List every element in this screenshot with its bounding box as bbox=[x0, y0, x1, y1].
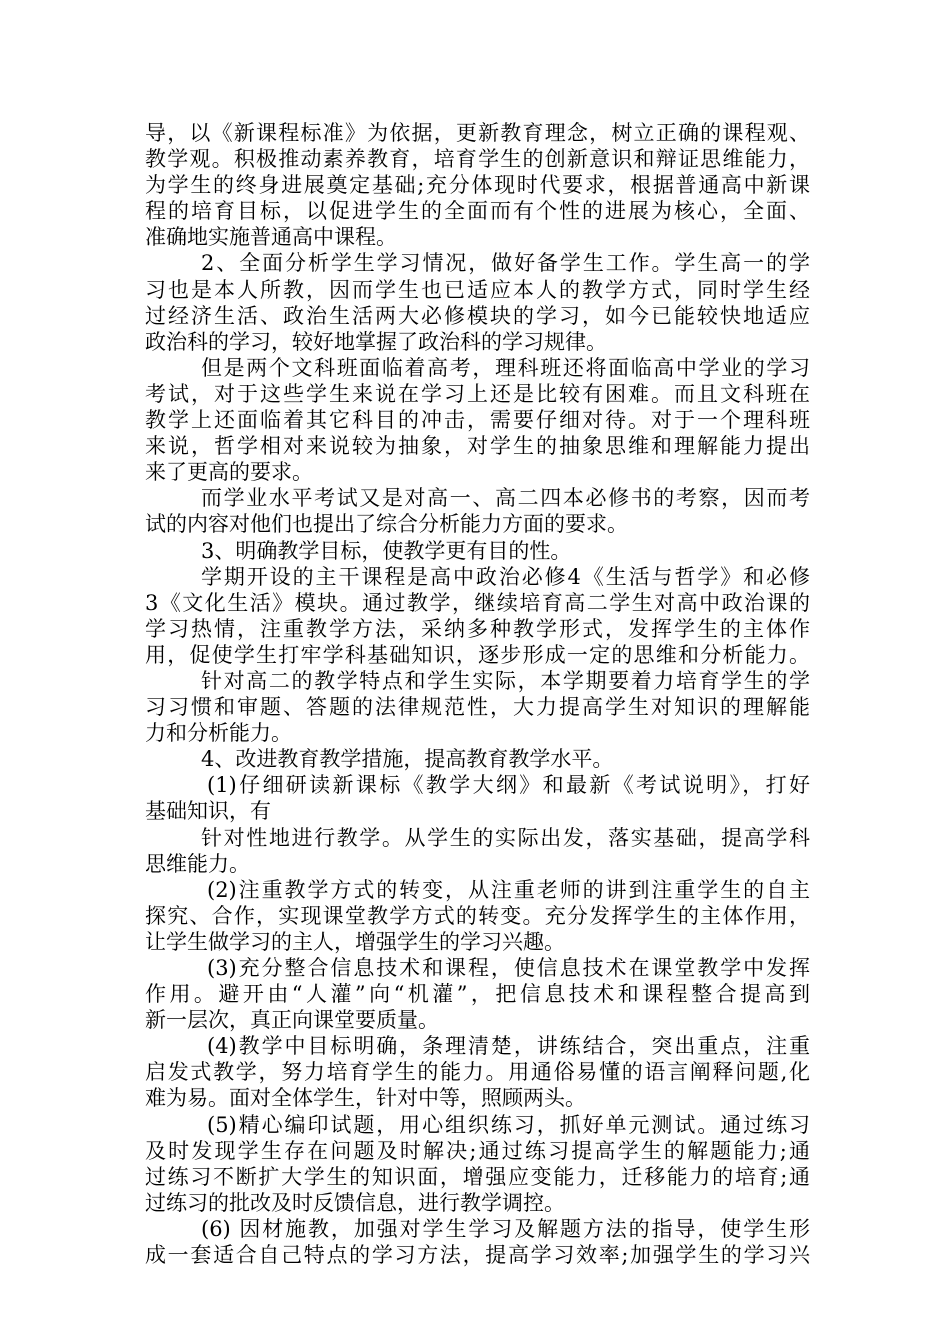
text-line: 习也是本人所教，因而学生也已适应本人的教学方式，同时学生经 bbox=[145, 277, 810, 302]
text-line: 过练习的批改及时反馈信息，进行教学调控。 bbox=[145, 1190, 565, 1215]
text-line: 学期开设的主干课程是高中政治必修4《生活与哲学》和必修 bbox=[201, 564, 810, 589]
text-line: 3、明确教学目标，使教学更有目的性。 bbox=[201, 538, 572, 563]
text-line: 但是两个文科班面临着高考，理科班还将面临高中学业的学习 bbox=[201, 355, 810, 380]
text-line: 难为易。面对全体学生，针对中等，照顾两头。 bbox=[145, 1086, 586, 1111]
text-line: (4)教学中目标明确，条理清楚，讲练结合，突出重点，注重 bbox=[207, 1034, 810, 1059]
text-line: 程的培育目标，以促进学生的全面而有个性的进展为核心，全面、 bbox=[145, 199, 810, 224]
text-line: 成一套适合自己特点的学习方法，提高学习效率;加强学生的学习兴 bbox=[145, 1243, 810, 1268]
text-line: 教学观。积极推动素养教育，培育学生的创新意识和辩证思维能力， bbox=[145, 147, 810, 172]
text-line: 而学业水平考试又是对高一、高二四本必修书的考察，因而考 bbox=[201, 486, 810, 511]
text-line: 力和分析能力。 bbox=[145, 721, 292, 746]
text-line: 来了更高的要求。 bbox=[145, 460, 313, 485]
text-line: 针对高二的教学特点和学生实际，本学期要着力培育学生的学 bbox=[201, 668, 810, 693]
text-line: 让学生做学习的主人，增强学生的学习兴趣。 bbox=[145, 929, 565, 954]
text-line: (5)精心编印试题，用心组织练习，抓好单元测试。通过练习 bbox=[207, 1112, 810, 1137]
text-line: 探究、合作，实现课堂教学方式的转变。充分发挥学生的主体作用， bbox=[145, 903, 810, 928]
text-line: 来说，哲学相对来说较为抽象，对学生的抽象思维和理解能力提出 bbox=[145, 434, 810, 459]
text-line: (2)注重教学方式的转变，从注重老师的讲到注重学生的自主 bbox=[207, 877, 810, 902]
text-line: 过练习不断扩大学生的知识面，增强应变能力，迁移能力的培育;通 bbox=[145, 1164, 810, 1189]
text-line: 及时发现学生存在问题及时解决;通过练习提高学生的解题能力;通 bbox=[145, 1138, 810, 1163]
text-line: 导，以《新课程标准》为依据，更新教育理念，树立正确的课程观、 bbox=[145, 121, 810, 145]
text-line: 考试，对于这些学生来说在学习上还是比较有困难。而且文科班在 bbox=[145, 381, 810, 406]
text-line: 过经济生活、政治生活两大必修模块的学习，如今已能较快地适应 bbox=[145, 303, 810, 328]
text-line: 用，促使学生打牢学科基础知识，逐步形成一定的思维和分析能力。 bbox=[145, 642, 810, 667]
text-line: 政治科的学习，较好地掌握了政治科的学习规律。 bbox=[145, 329, 607, 354]
text-line: 针对性地进行教学。从学生的实际出发，落实基础，提高学科 bbox=[201, 825, 810, 850]
text-line: 习习惯和审题、答题的法律规范性，大力提高学生对知识的理解能 bbox=[145, 695, 810, 720]
text-line: 基础知识，有 bbox=[145, 799, 271, 824]
text-line: 2、全面分析学生学习情况，做好备学生工作。学生高一的学 bbox=[201, 251, 810, 276]
text-line: 准确地实施普通高中课程。 bbox=[145, 225, 397, 250]
text-line: 为学生的终身进展奠定基础;充分体现时代要求，根据普通高中新课 bbox=[145, 173, 810, 198]
text-line: (1)仔细研读新课标《教学大纲》和最新《考试说明》，打好 bbox=[207, 773, 810, 798]
text-line: 3《文化生活》模块。通过教学，继续培育高二学生对高中政治课的 bbox=[145, 590, 810, 615]
text-line: 思维能力。 bbox=[145, 851, 250, 876]
text-line: 启发式教学，努力培育学生的能力。用通俗易懂的语言阐释问题,化 bbox=[145, 1060, 810, 1085]
body-text bbox=[145, 120, 810, 1268]
text-line: 新一层次，真正向课堂要质量。 bbox=[145, 1008, 439, 1033]
text-line: (3)充分整合信息技术和课程，使信息技术在课堂教学中发挥 bbox=[207, 956, 810, 980]
text-line: 作用。避开由“人灌”向“机灌”，把信息技术和课程整合提高到 bbox=[145, 982, 810, 1007]
text-line: 试的内容对他们也提出了综合分析能力方面的要求。 bbox=[145, 512, 628, 537]
text-line: 教学上还面临着其它科目的冲击，需要仔细对待。对于一个理科班 bbox=[145, 408, 810, 433]
text-line: 学习热情，注重教学方法，采纳多种教学形式，发挥学生的主体作 bbox=[145, 616, 810, 641]
text-line: 4、改进教育教学措施，提高教育教学水平。 bbox=[201, 747, 614, 772]
text-line: (6) 因材施教，加强对学生学习及解题方法的指导，使学生形 bbox=[201, 1216, 810, 1241]
